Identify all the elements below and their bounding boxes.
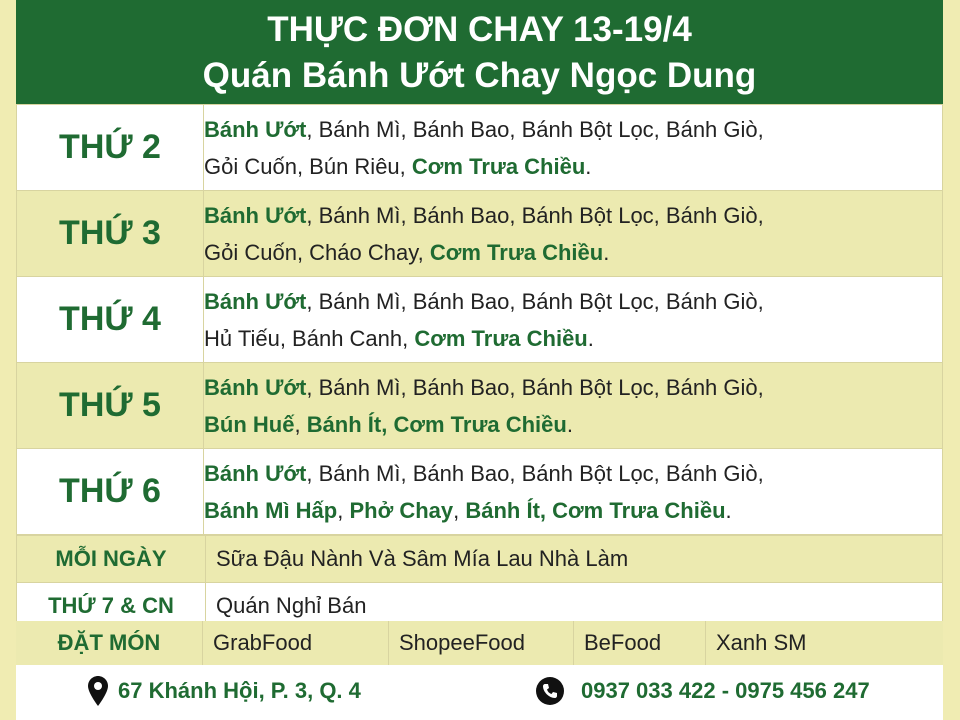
item-text: , Bánh Mì, Bánh Bao, Bánh Bột Lọc, Bánh Giò,	[306, 374, 764, 400]
item-text: Gỏi Cuốn, Bún Riêu,	[204, 153, 412, 179]
daily-label: MỖI NGÀY	[17, 536, 206, 583]
item-text: Gỏi Cuốn, Cháo Chay,	[204, 239, 430, 265]
item-text: , Bánh Mì, Bánh Bao, Bánh Bột Lọc, Bánh Giò,	[306, 202, 764, 228]
day-label: THỨ 2	[17, 105, 204, 191]
item-text: .	[566, 411, 573, 437]
item-text: , Bánh Mì, Bánh Bao, Bánh Bột Lọc, Bánh Giò,	[306, 288, 764, 314]
menu-row	[17, 277, 943, 363]
highlighted-item: Bánh Ướt	[204, 460, 307, 486]
header-banner	[16, 0, 943, 104]
items-line	[204, 455, 942, 492]
item-text: .	[585, 153, 592, 179]
day-label: THỨ 4	[17, 277, 204, 363]
items-line	[204, 492, 942, 529]
item-text: .	[587, 325, 594, 351]
order-platform-xanhsm: Xanh SM	[705, 621, 943, 665]
highlighted-item: Bún Huế	[204, 411, 295, 437]
daily-value: Sữa Đậu Nành Và Sâm Mía Lau Nhà Làm	[206, 536, 943, 583]
menu-row	[17, 105, 943, 191]
highlighted-item: Bánh Ít, Cơm Trưa Chiều	[306, 411, 567, 437]
menu-row	[17, 449, 943, 535]
item-text: , Bánh Mì, Bánh Bao, Bánh Bột Lọc, Bánh Giò,	[306, 116, 764, 142]
menu-row	[17, 191, 943, 277]
item-text: Hủ Tiếu, Bánh Canh,	[204, 325, 415, 351]
highlighted-item: Phở Chay	[349, 497, 454, 523]
day-label: THỨ 6	[17, 449, 204, 535]
day-items	[204, 191, 943, 277]
highlighted-item: Bánh Ướt	[204, 374, 307, 400]
item-text: .	[603, 239, 610, 265]
items-line	[204, 111, 942, 148]
highlighted-item: Cơm Trưa Chiều	[414, 325, 588, 351]
phone-text: 0937 033 422 - 0975 456 247	[581, 678, 870, 703]
item-text: .	[725, 497, 732, 523]
items-line	[204, 197, 942, 234]
items-line	[204, 283, 942, 320]
day-label: THỨ 3	[17, 191, 204, 277]
day-items	[204, 277, 943, 363]
day-label: THỨ 5	[17, 363, 204, 449]
items-line	[204, 234, 942, 271]
weekend-label: THỨ 7 & CN	[17, 583, 206, 630]
order-row	[16, 621, 943, 665]
items-line	[204, 369, 942, 406]
menu-title: THỰC ĐƠN CHAY 13-19/4	[267, 10, 692, 49]
menu-row	[17, 363, 943, 449]
order-platform-befood: BeFood	[573, 621, 705, 665]
highlighted-item: Bánh Ướt	[204, 202, 307, 228]
item-text: , Bánh Mì, Bánh Bao, Bánh Bột Lọc, Bánh Giò,	[306, 460, 764, 486]
highlighted-item: Cơm Trưa Chiều	[429, 239, 604, 265]
item-text: ,	[294, 411, 307, 437]
items-line	[204, 320, 942, 357]
contact-footer	[16, 665, 943, 720]
weekly-menu-table	[16, 104, 943, 535]
item-text: ,	[453, 497, 466, 523]
shop-name: Quán Bánh Ướt Chay Ngọc Dung	[202, 56, 757, 95]
day-items	[204, 363, 943, 449]
order-platform-shopeefood: ShopeeFood	[388, 621, 573, 665]
highlighted-item: Bánh Ướt	[204, 288, 307, 314]
highlighted-item: Bánh Ướt	[204, 116, 307, 142]
item-text: ,	[337, 497, 350, 523]
daily-row	[17, 536, 943, 583]
items-line	[204, 406, 942, 443]
phone-icon	[536, 677, 564, 705]
day-items	[204, 105, 943, 191]
order-label: ĐẶT MÓN	[57, 630, 161, 655]
weekend-value: Quán Nghỉ Bán	[206, 583, 943, 630]
highlighted-item: Cơm Trưa Chiều	[411, 153, 586, 179]
order-platform-grabfood: GrabFood	[202, 621, 388, 665]
highlighted-item: Bánh Mì Hấp	[204, 497, 338, 523]
day-items	[204, 449, 943, 535]
info-table	[16, 535, 943, 630]
highlighted-item: Bánh Ít, Cơm Trưa Chiều	[465, 497, 726, 523]
address-text: 67 Khánh Hội, P. 3, Q. 4	[118, 678, 361, 703]
items-line	[204, 148, 942, 185]
location-pin-icon	[88, 676, 108, 706]
